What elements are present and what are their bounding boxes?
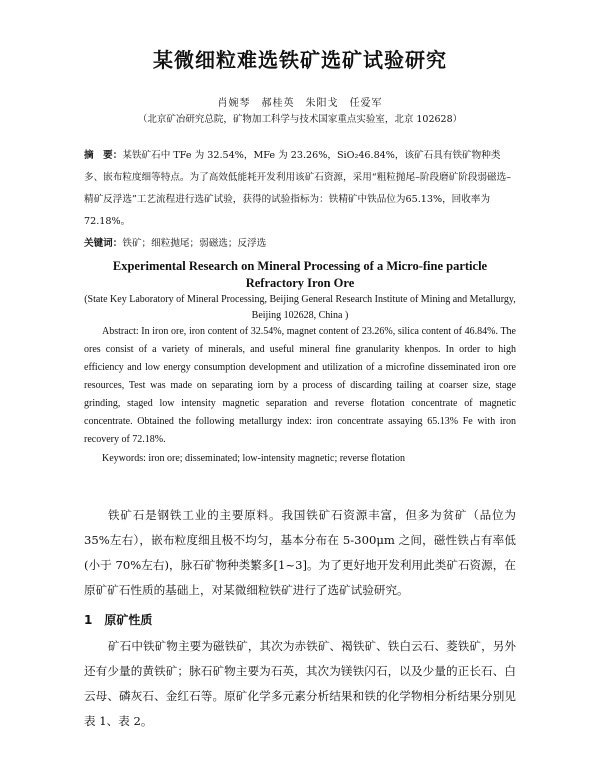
section1-paragraph: 矿石中铁矿物主要为磁铁矿，其次为赤铁矿、褐铁矿、铁白云石、菱铁矿，另外还有少量的黄铁矿；脉石矿物主要为石英，其次为镁铁闪石，以及少量的正长石、白云母、磷灰石、金红石等。原矿化学多元素分析结果和铁的化学物相分析结果分别见表 1、表 2。 [84, 639, 516, 728]
keywords-cn-label: 关键词： [84, 238, 123, 249]
authors-cn: 肖婉琴 郝桂英 朱阳戈 任爱军 [217, 98, 383, 109]
intro-paragraph: 铁矿石是钢铁工业的主要原料。我国铁矿石资源丰富，但多为贫矿（品位为35%左右），嵌布粒度细且极不均匀，基本分布在 5-300μm 之间，磁性铁占有率低(小于 70%左右)，脉石矿物种类繁多[1~3]。为了更好地开发利用此类矿石资源，在原矿矿石性质的基础上，对某微细粒铁矿进行了选矿试验研究。 [84, 508, 516, 597]
abstract-en: Abstract: In iron ore, iron content of 32.54%, magnet content of 23.26%, silica content of 46.84%. The ores consist of a variety of minerals, and useful mineral fine granularity khenpos. In order to high efficiency and low energy consumption development and utilization of a microfine disseminated iron ore resources, Test was made on separating iorn by a process of discarding tailing at coarser size, stage grinding, staged low intensity magnetic separation and reverse flotation concentrate of magnetic concentrate. Obtained the following metallurgy index: iron concentrate assaying 65.13% Fe with iron recovery of 72.18%. [84, 326, 516, 445]
paper-title-cn: 某微细粒难选铁矿选矿试验研究 [153, 48, 447, 72]
section-heading-1: 1 原矿性质 [84, 613, 153, 627]
abstract-cn-text: 某铁矿石中 TFe 为 32.54%，MFe 为 23.26%，SiO₂46.84%，该矿石具有铁矿物种类多、嵌布粒度细等特点。为了高效低能耗开发利用该矿石资源，采用“粗粒抛尾–阶段磨矿阶段弱磁选–精矿反浮选”工艺流程进行选矿试验，获得的试验指标为：铁精矿中铁品位为65.13%，回收率为72.18%。 [84, 150, 512, 227]
affiliation-cn: （北京矿冶研究总院，矿物加工科学与技术国家重点实验室，北京 102628） [137, 114, 463, 125]
affiliation-en: (State Key Laboratory of Mineral Processing, Beijing General Research Institute of Mining and Metallurgy, Beijing 102628, China ) [84, 294, 516, 321]
keywords-cn-text: 铁矿；细粒抛尾；弱磁选；反浮选 [122, 238, 267, 249]
paper-title-en: Experimental Research on Mineral Processing of a Micro-fine particle Refractory Iron Ore [112, 259, 488, 290]
abstract-cn-label: 摘 要： [84, 150, 123, 161]
keywords-en: Keywords: iron ore; disseminated; low-intensity magnetic; reverse flotation [102, 453, 405, 464]
abstract-cn [84, 145, 516, 255]
